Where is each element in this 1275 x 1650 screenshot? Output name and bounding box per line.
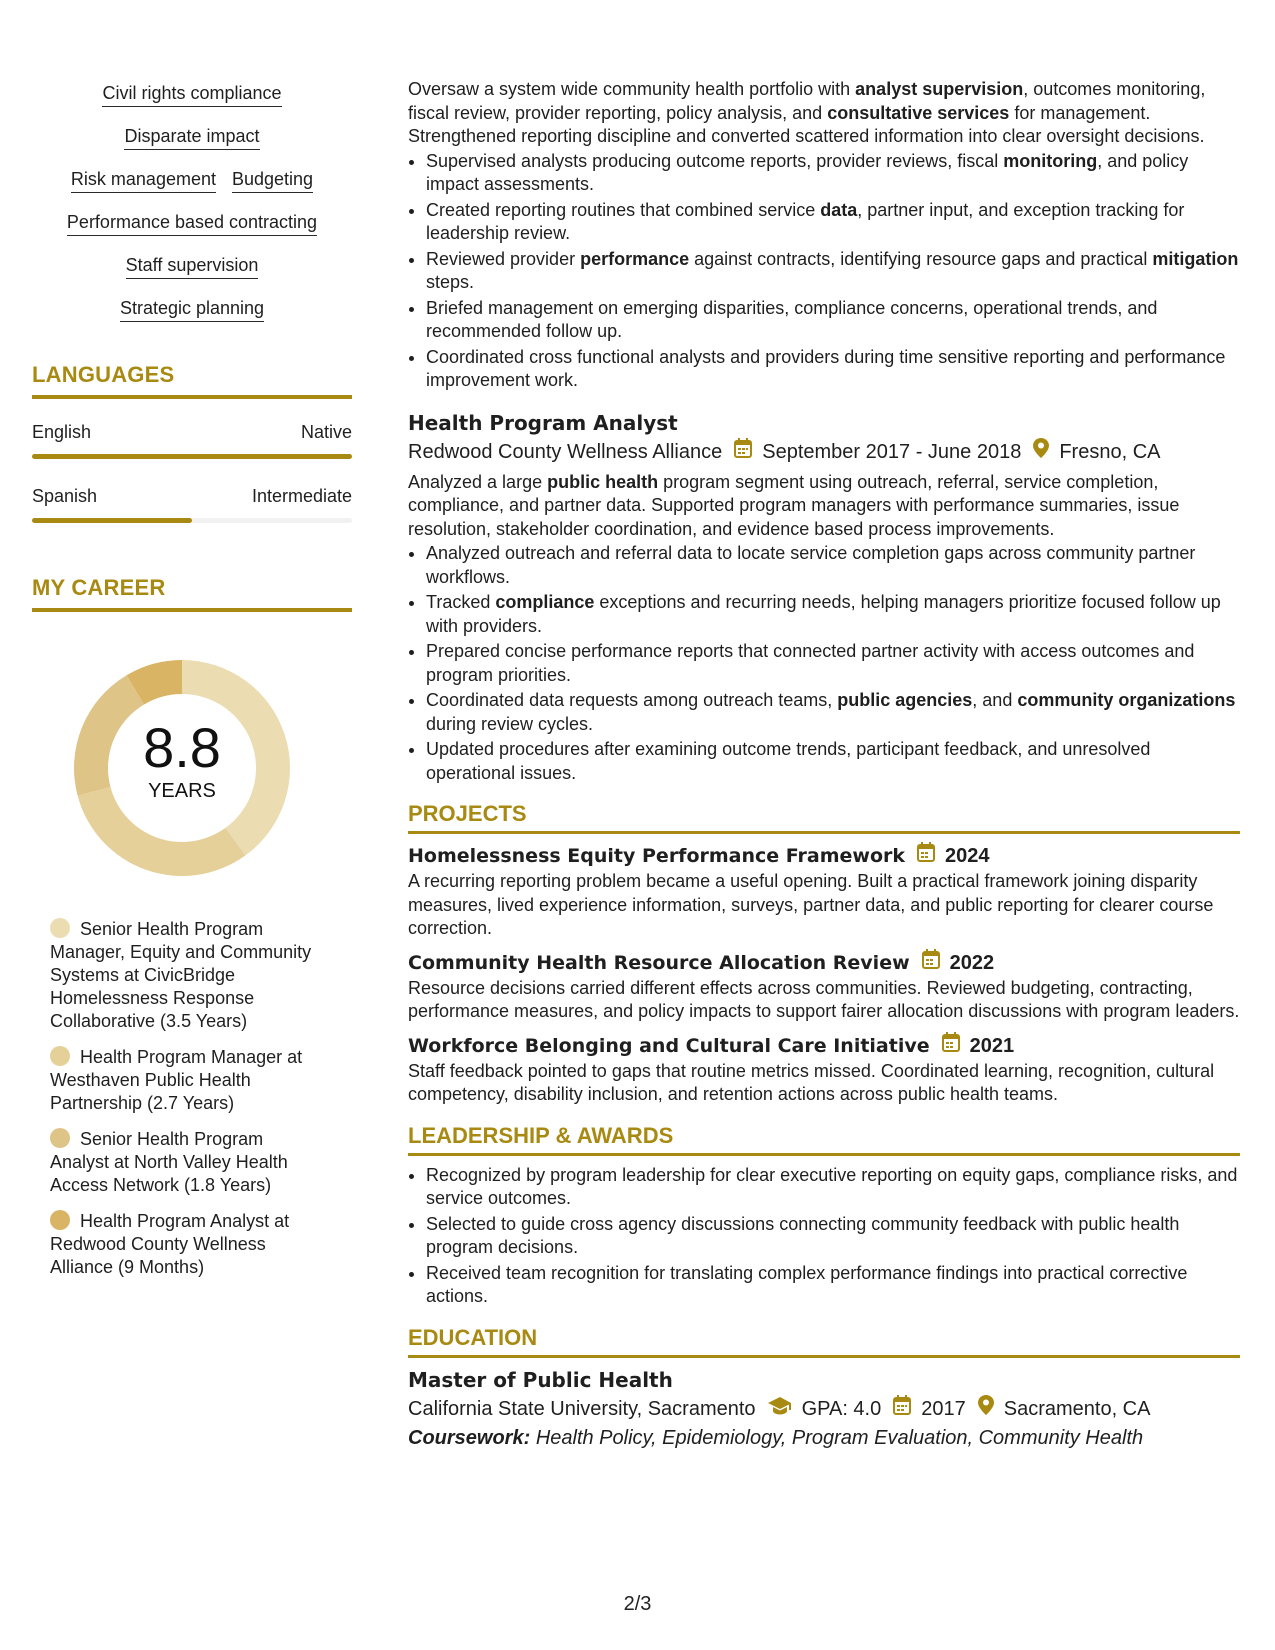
skill-tag: Risk management [71,168,216,193]
languages-heading: LANGUAGES [32,362,352,399]
text-run: Created reporting routines that combined service [426,199,821,220]
text-run: , and policy impact assessments. [426,150,1189,194]
graduation-cap-icon [768,1394,792,1424]
language-item [32,485,352,523]
skill-tag: Strategic planning [120,297,264,322]
bullet-item [426,297,1240,344]
text-run: Coordinated data requests among outreach teams, [426,690,838,710]
job-company: Redwood County Wellness Alliance [408,440,723,463]
career-legend-dot [50,918,70,938]
skill-row [32,125,352,150]
career-section [32,575,352,1279]
coursework-label: Coursework: [408,1426,531,1449]
project-year: 2022 [949,951,995,974]
career-item-text: Senior Health Program Manager, Equity and Community Systems at CivicBridge Homelessness Response Collaborative (3.5 Years) [50,919,312,1031]
language-level: Native [300,422,352,442]
job-dates: September 2017 - June 2018 [762,440,1022,463]
projects-heading: PROJECTS [408,801,1240,834]
career-legend-dot [50,1046,70,1066]
bold-text: consultative services [827,102,1010,123]
award-item: • Received team recognition for translating complex performance findings into practical corrective actions. [426,1262,1240,1309]
text-run: against contracts, identifying resource gaps and practical [689,248,1153,269]
left-column [32,82,352,1292]
job-summary [408,471,1240,542]
bold-text: data [820,199,858,220]
project-title-row [408,842,1240,870]
text-run: Reviewed provider [426,248,581,269]
projects-list [408,842,1240,1107]
calendar-icon [893,1394,911,1424]
text-run: Briefed management on emerging disparities, compliance concerns, operational trends, and recommended follow up. [426,297,1158,341]
text-run: Updated procedures after examining outcome trends, participant feedback, and unresolved operational issues. [426,739,1151,783]
bold-text: public agencies [837,690,973,710]
calendar-icon [922,949,940,977]
project-item [408,1032,1240,1107]
bullet-item [426,591,1240,638]
career-item-text: Health Program Manager at Westhaven Public Health Partnership (2.7 Years) [50,1047,303,1113]
career-legend-dot [50,1128,70,1148]
education-year: 2017 [921,1397,966,1420]
skill-tag: Staff supervision [126,254,259,279]
languages-list [32,421,352,523]
job-bullets [408,542,1240,785]
bullet-item [426,248,1240,295]
career-legend-dot [50,1210,70,1230]
text-run: Tracked [426,592,496,612]
language-bar [32,454,352,459]
language-name: English [32,422,92,442]
language-level: Intermediate [251,486,352,506]
languages-section [32,362,352,523]
text-run: Supervised analysts producing outcome reports, provider reviews, fiscal [426,150,1004,171]
bold-text: analyst supervision [855,79,1024,99]
education-location: Sacramento, CA [1003,1397,1151,1420]
career-list [50,918,320,1279]
project-title-row [408,949,1240,977]
award-item: • Recognized by program leadership for clear executive reporting on equity gaps, compliance risks, and service outcomes. [426,1164,1240,1211]
bullet-item [426,689,1240,736]
education-meta [408,1394,1240,1424]
skills-list [32,82,352,322]
language-bar-fill [32,454,352,459]
project-description: Resource decisions carried different effects across communities. Reviewed budgeting, contracting, performance measures, and policy impacts to support fairer allocation discussions with program leaders. [408,977,1240,1021]
text-run: Coordinated cross functional analysts and providers during time sensitive reporting and performance improvement work. [426,346,1226,390]
skill-row [32,82,352,107]
text-run: Analyzed a large [408,471,548,492]
text-run: Prepared concise performance reports that connected partner activity with access outcomes and program priorities. [426,641,1195,685]
project-description: A recurring reporting problem became a useful opening. Built a practical framework joining disparity measures, lived experience information, surveys, partner data, and public reporting for clearer course correction. [408,871,1214,938]
bullet-item [426,199,1240,246]
career-item [50,1128,320,1197]
career-heading: MY CAREER [32,575,352,612]
career-item-text: Health Program Analyst at Redwood County Wellness Alliance (9 Months) [50,1211,290,1277]
text-run: Oversaw a system wide community health portfolio with [408,79,856,99]
language-bar-fill [32,518,192,523]
text-run: , partner input, and exception tracking for leadership review. [426,199,1185,243]
career-donut-chart [66,652,298,884]
education-heading: EDUCATION [408,1325,1240,1358]
previous-job-summary [408,78,1240,149]
bullet-item [426,738,1240,785]
language-item [32,421,352,459]
awards-heading: LEADERSHIP & AWARDS [408,1123,1240,1156]
calendar-icon [734,437,752,467]
bold-text: public health [547,471,659,492]
location-pin-icon [978,1394,994,1424]
awards-list [408,1164,1240,1309]
project-title: Homelessness Equity Performance Framework [408,845,906,867]
bold-text: compliance [495,592,595,612]
previous-job-bullets [408,150,1240,393]
project-title: Community Health Resource Allocation Review [408,951,910,974]
skill-tag: Civil rights compliance [102,82,281,107]
calendar-icon [917,842,935,870]
project-title-row [408,1032,1240,1060]
skill-tag: Disparate impact [124,125,259,150]
page-number: 2/3 [623,1593,652,1615]
education-coursework [408,1424,1240,1452]
project-item [408,842,1240,941]
job-location: Fresno, CA [1059,440,1161,463]
coursework-text: Health Policy, Epidemiology, Program Evaluation, Community Health [535,1426,1144,1449]
career-item [50,1046,320,1115]
project-item [408,949,1240,1024]
skill-row [32,168,352,193]
award-item: • Selected to guide cross agency discussions connecting community feedback with public health program decisions. [426,1213,1240,1260]
job-meta [408,437,1240,467]
language-row [32,421,352,443]
project-year: 2021 [969,1034,1015,1057]
text-run: steps. [426,272,475,292]
text-run: during review cycles. [426,713,594,734]
education-degree: Master of Public Health [408,1367,673,1392]
language-bar [32,518,352,523]
education-gpa: GPA: 4.0 [801,1397,882,1420]
bullet-item [426,542,1240,589]
project-year: 2024 [945,845,990,867]
career-item [50,1210,320,1279]
skill-row [32,297,352,322]
language-name: Spanish [32,486,98,506]
education-entry [408,1366,1240,1452]
location-pin-icon [1033,437,1049,467]
bold-text: community organizations [1017,690,1236,710]
text-run: exceptions and recurring needs, helping managers prioritize focused follow up with providers. [426,592,1221,636]
bullet-item [426,346,1240,393]
project-description: Staff feedback pointed to gaps that routine metrics missed. Coordinated learning, recognition, cultural competency, disability inclusion, and retention actions across public health teams. [408,1060,1215,1104]
project-title: Workforce Belonging and Cultural Care Initiative [408,1034,930,1057]
job-entry [408,409,1240,786]
text-run: , outcomes monitoring, fiscal review, provider reporting, policy analysis, and [408,79,1206,123]
bold-text: performance [580,248,690,269]
bullet-item [426,640,1240,687]
job-title: Health Program Analyst [408,410,678,435]
skill-row [32,254,352,279]
education-school: California State University, Sacramento [408,1397,756,1420]
career-item [50,918,320,1033]
right-column [408,78,1240,1452]
text-run: Analyzed outreach and referral data to locate service completion gaps across community partner workflows. [426,543,1196,587]
career-total-unit: YEARS [148,780,216,802]
text-run: , and [972,690,1018,710]
bold-text: monitoring [1003,150,1098,171]
text-run: for management. Strengthened reporting discipline and converted scattered information into clear oversight decisions. [408,102,1205,146]
language-row [32,485,352,507]
career-total-years: 8.8 [143,716,221,779]
calendar-icon [942,1032,960,1060]
text-run: program segment using outreach, referral, service completion, compliance, and partner data. Supported program managers with performance summaries, issue resolution, stakeholder coordination, and evidence based process improvements. [408,471,1180,539]
career-item-text: Senior Health Program Analyst at North Valley Health Access Network (1.8 Years) [50,1129,288,1195]
bold-text: mitigation [1152,248,1239,269]
skill-tag: Budgeting [232,168,313,193]
skill-row [32,211,352,236]
skill-tag: Performance based contracting [67,211,317,236]
bullet-item [426,150,1240,197]
